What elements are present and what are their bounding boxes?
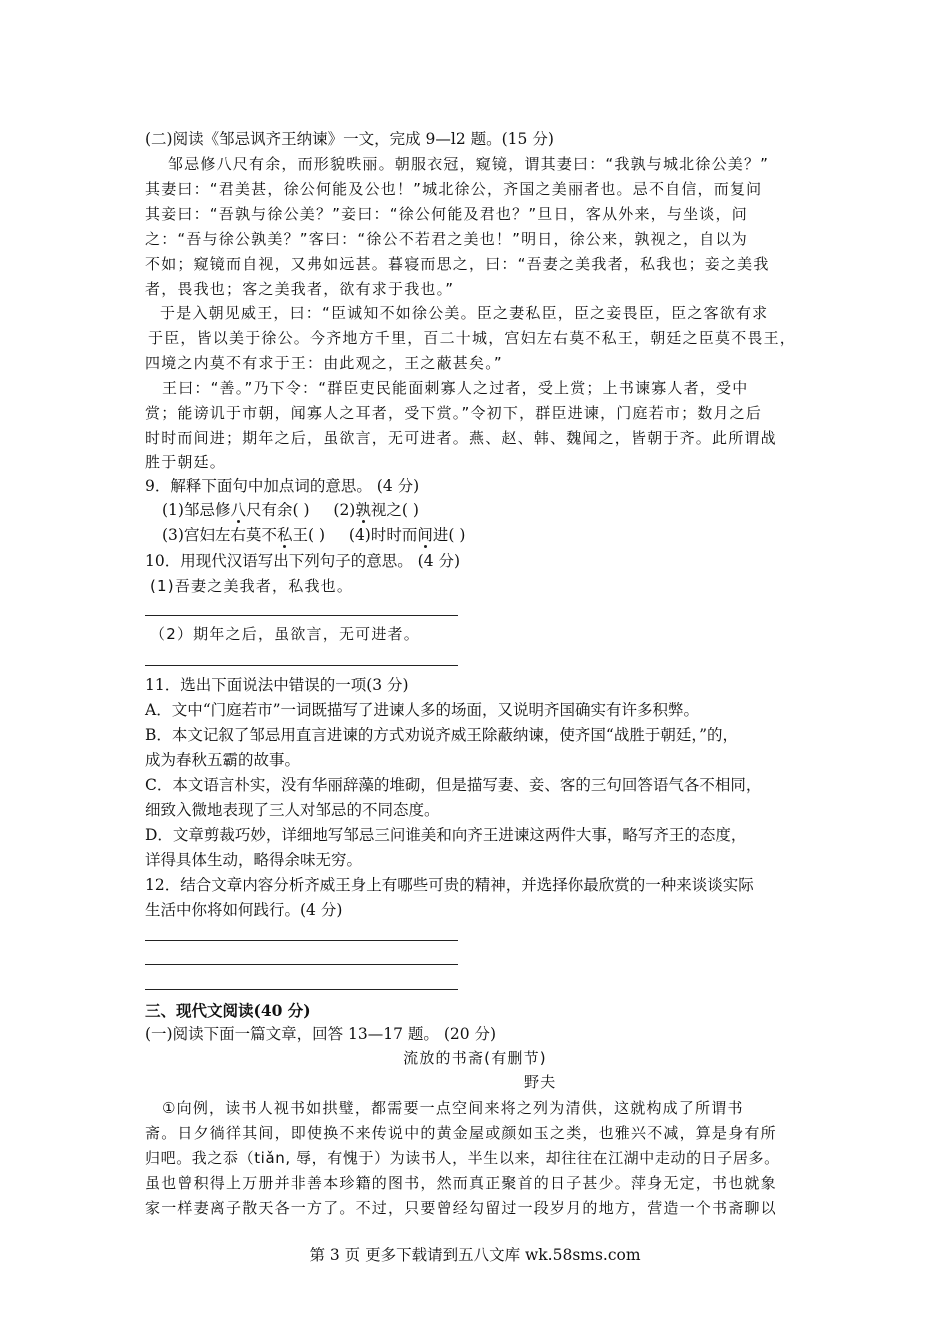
q11-option-line: A．文中“门庭若市”一词既描写了进谏人多的场面，又说明齐国确实有许多积弊。 xyxy=(145,701,700,719)
q9-row-1 xyxy=(162,499,419,521)
q9-item-3: (3)宫妇左右莫不私王( ) xyxy=(162,526,326,544)
answer-line xyxy=(145,989,458,990)
q12-line: 生活中你将如何践行。(4 分) xyxy=(145,901,343,919)
q9-item-1: (1)邹忌修八尺有余( ) xyxy=(162,501,310,519)
sub1-heading: (一)阅读下面一篇文章，回答 13—17 题。 (20 分) xyxy=(145,1025,497,1043)
article-line: 归吧。我之忝（tiǎn, 辱，有愧于）为读书人，半生以来，却往往在江湖中走动的日子居多。 xyxy=(145,1149,780,1167)
article-line: 斋。日夕徜徉其间，即使换不来传说中的黄金屋或颜如玉之类，也雅兴不减，算是身有所 xyxy=(145,1124,777,1142)
passage-line: 王曰：“善。”乃下令：“群臣吏民能面刺寡人之过者，受上赏；上书谏寡人者，受中 xyxy=(162,379,749,397)
passage-line: 四境之内莫不有求于王：由此观之，王之蔽甚矣。” xyxy=(145,354,503,372)
dotted-char: 私 xyxy=(276,526,293,544)
q9-stem: 9．解释下面句中加点词的意思。 (4 分) xyxy=(145,477,420,495)
q11-option-line: C．本文语言朴实，没有华丽辞藻的堆砌，但是描写妻、妾、客的三句回答语气各不相同， xyxy=(145,776,762,794)
article-line: 虽也曾积得上万册并非善本珍籍的图书，然而真正聚首的日子甚少。萍身无定，书也就象 xyxy=(145,1174,777,1192)
section2-heading: (二)阅读《邹忌讽齐王纳谏》一文，完成 9—l2 题。(15 分) xyxy=(145,130,554,148)
page-footer: 第 3 页 更多下载请到五八文库 wk.58sms.com xyxy=(309,1246,641,1264)
q9-item-4: (4)时时而间进( ) xyxy=(348,526,466,544)
q10-stem: 10．用现代汉语写出下列句子的意思。 (4 分) xyxy=(145,552,461,570)
dotted-char: 八 xyxy=(230,501,246,519)
answer-line xyxy=(145,940,458,941)
dotted-char: 孰 xyxy=(355,501,371,519)
passage-line: 其妾曰：“吾孰与徐公美？”妾曰：“徐公何能及君也？”旦日，客从外来，与坐谈，问 xyxy=(145,205,748,223)
q9-item-2: (2)孰视之( ) xyxy=(333,501,419,519)
passage-line: 于是入朝见威王，曰：“臣诚知不如徐公美。臣之妻私臣，臣之妾畏臣，臣之客欲有求 xyxy=(160,304,769,322)
article-line: 家一样妻离子散天各一方了。不过，只要曾经勾留过一段岁月的地方，营造一个书斋聊以 xyxy=(145,1199,777,1217)
answer-line xyxy=(145,665,458,666)
q11-stem: 11．选出下面说法中错误的一项(3 分) xyxy=(145,676,409,694)
q11-option-line: 细致入微地表现了三人对邹忌的不同态度。 xyxy=(145,801,440,819)
q11-option-line: D．文章剪裁巧妙，详细地写邹忌三问谁美和向齐王进谏这两件大事，略写齐王的态度， xyxy=(145,826,747,844)
passage-line: 者，畏我也；客之美我者，欲有求于我也。” xyxy=(145,280,455,298)
q9-row-2 xyxy=(162,524,465,546)
q10-sentence-1: (1)吾妻之美我者，私我也。 xyxy=(150,577,354,595)
dotted-char: 间 xyxy=(417,526,433,544)
q10-sentence-2: （2）期年之后，虽欲言，无可进者。 xyxy=(150,625,420,643)
passage-line: 之：“吾与徐公孰美？”客曰：“徐公不若君之美也！”明日，徐公来，孰视之，自以为 xyxy=(145,230,748,248)
q11-option-line: B．本文记叙了邹忌用直言进谏的方式劝说齐威王除蔽纳谏，使齐国“战胜于朝廷，”的， xyxy=(145,726,738,744)
section3-heading: 三、现代文阅读(40 分) xyxy=(145,1001,311,1020)
passage-line: 赏；能谤讥于市朝，闻寡人之耳者，受下赏。”令初下，群臣进谏，门庭若市；数月之后 xyxy=(145,404,763,422)
passage-line: 其妻曰：“君美甚，徐公何能及公也！”城北徐公，齐国之美丽者也。忌不自信，而复问 xyxy=(145,180,763,198)
passage-line: 胜于朝廷。 xyxy=(145,453,227,471)
article-author: 野夫 xyxy=(524,1073,557,1091)
q11-option-line: 详得具体生动，略得余味无穷。 xyxy=(145,851,363,869)
article-line: ①向例，读书人视书如拱璧，都需要一点空间来将之列为清供，这就构成了所谓书 xyxy=(162,1099,744,1117)
q11-option-line: 成为春秋五霸的故事。 xyxy=(145,751,301,769)
passage-line: 于臣，皆以美于徐公。今齐地方千里，百二十城，宫妇左右莫不私王，朝廷之臣莫不畏王， xyxy=(148,329,797,347)
passage-line: 不如；窥镜而自视，又弗如远甚。暮寝而思之，曰：“吾妻之美我者，私我也；妾之美我 xyxy=(145,255,770,273)
passage-line: 邹忌修八尺有余，而形貌昳丽。朝服衣冠，窥镜，谓其妻曰：“我孰与城北徐公美？” xyxy=(168,155,770,173)
q12-line: 12．结合文章内容分析齐威王身上有哪些可贵的精神，并选择你最欣赏的一种来谈谈实际 xyxy=(145,876,754,894)
passage-line: 时时而间进；期年之后，虽欲言，无可进者。燕、赵、韩、魏闻之，皆朝于齐。此所谓战 xyxy=(145,429,777,447)
answer-line xyxy=(145,964,458,965)
article-title: 流放的书斋(有删节) xyxy=(403,1049,547,1067)
answer-line xyxy=(145,615,458,616)
